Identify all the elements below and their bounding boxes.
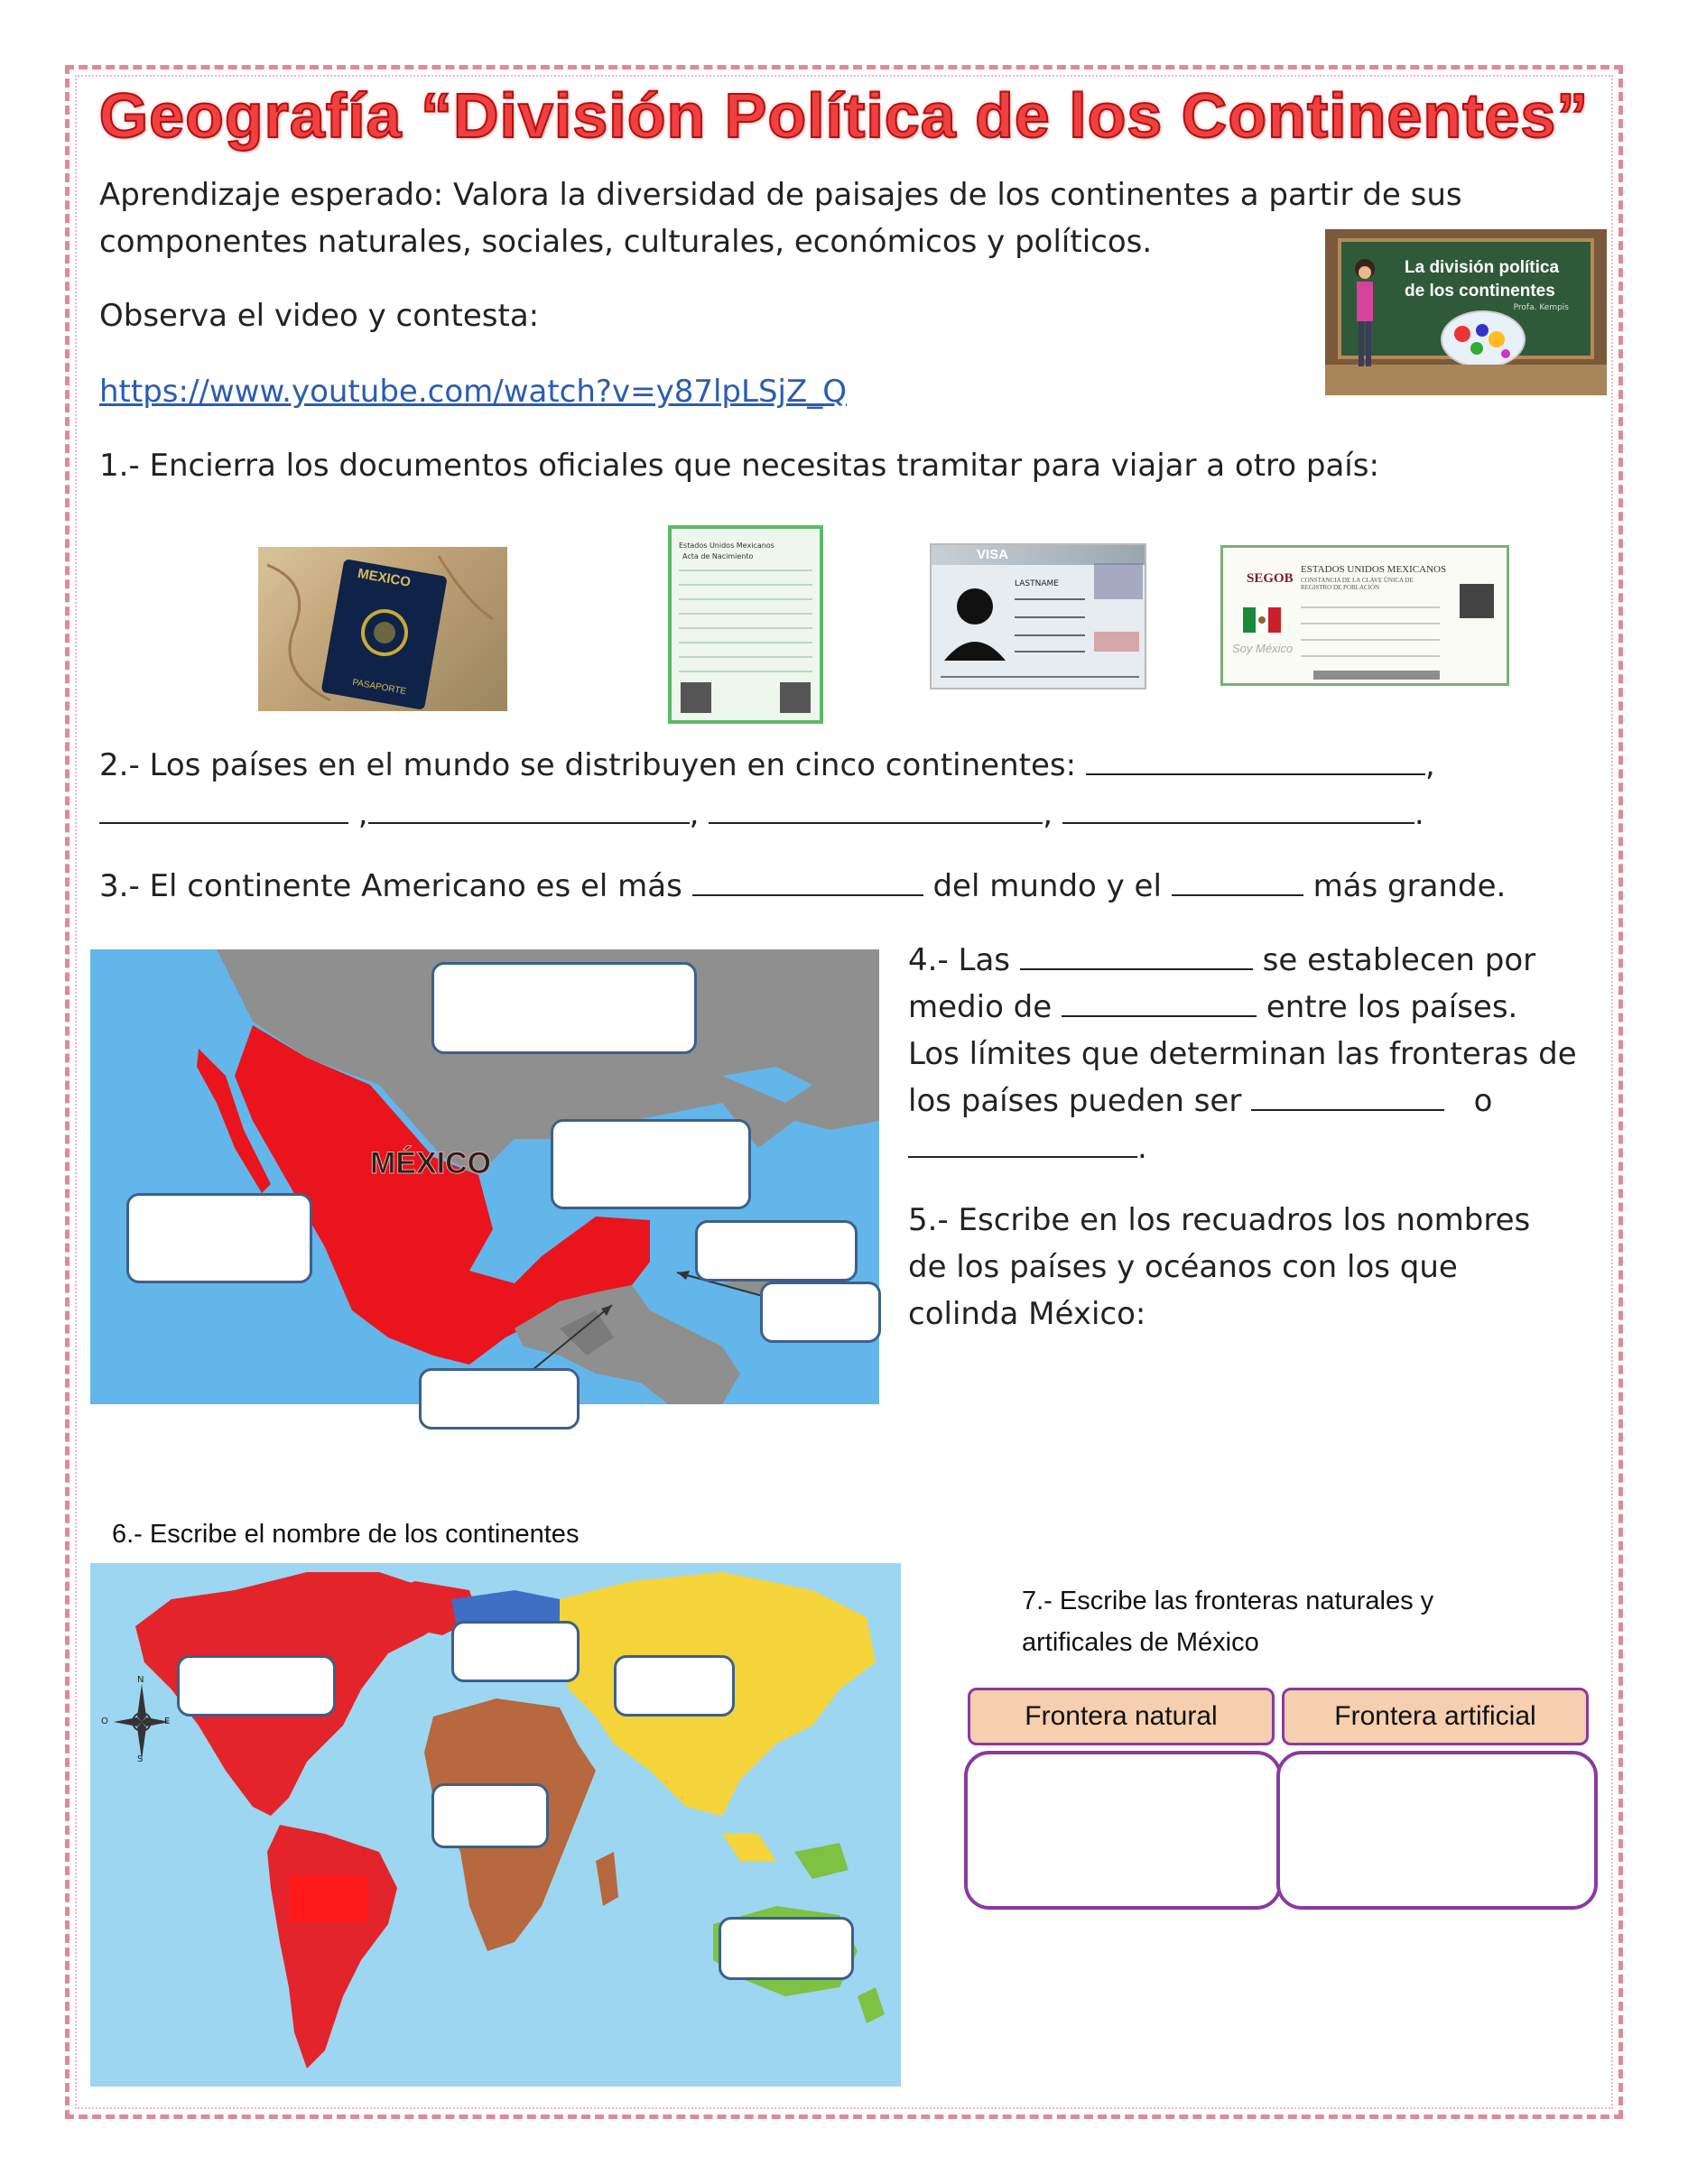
q4-line4 [908,1078,1492,1124]
visa-name: LASTNAME [1015,579,1059,588]
passport-country: MEXICO [356,565,413,591]
video-thumbnail[interactable] [1325,229,1607,395]
q4-blank-2[interactable] [1062,990,1257,1017]
answer-box-north[interactable] [431,962,697,1054]
q2-line1: 2.- Los países en el mundo se distribuyen en cinco continentes: , [99,747,1435,783]
q5-line3: colinda México: [908,1296,1146,1332]
header-frontera-natural: Frontera natural [968,1688,1275,1745]
continent-blank-1[interactable] [1086,748,1425,775]
continent-box-north-america[interactable] [177,1655,336,1717]
q4-blank-1[interactable] [1020,943,1253,970]
acta-heading: Estados Unidos Mexicanos [679,541,774,550]
q3-line [99,863,1506,910]
curp-subheading: CONSTANCIA DE LA CLAVE ÚNICA DE REGISTRO DE POBLACIÓN [1301,577,1414,591]
q4-line5: . [908,1124,1147,1171]
q4-blank-3[interactable] [1251,1084,1444,1111]
q4-text-1: 4.- Las [908,942,1011,978]
page-title: Geografía “División Política de los Continentes” [98,80,1590,151]
visa-label: VISA [977,547,1009,562]
continent-blank-3[interactable] [368,797,690,824]
acta-subheading: Acta de Nacimiento [682,552,754,560]
continent-box-oceania[interactable] [719,1917,854,1980]
q4-text-2: se establecen por [1262,942,1536,978]
continent-box-africa[interactable] [431,1783,549,1848]
thumbnail-title-line1: La división política [1405,258,1560,277]
video-link[interactable]: https://www.youtube.com/watch?v=y87lpLSjZ_Q [99,374,848,410]
q4-line1 [908,937,1535,984]
q3-text-3: más grande. [1312,868,1507,904]
q3-blank-1[interactable] [692,869,923,896]
q4-line3: Los límites que determinan las fronteras de [908,1036,1577,1072]
learning-goal: Aprendizaje esperado: Valora la diversidad de paisajes de los continentes a partir de sus componentes naturales, sociales, culturales, económicos y políticos. [99,177,1462,260]
curp-watermark: Soy México [1232,642,1294,655]
continent-blank-5[interactable] [1062,797,1414,824]
answer-box-caribbean[interactable] [695,1220,858,1282]
q6-text: 6.- Escribe el nombre de los continentes [112,1520,580,1549]
curp-image[interactable] [1220,545,1509,686]
compass-n: N [137,1675,144,1685]
answer-box-belize[interactable] [760,1282,881,1343]
q4-text-6: o [1473,1083,1493,1119]
thumbnail-title-line2: de los continentes [1405,282,1555,301]
world-globe-icon [1441,310,1526,368]
compass-s: S [137,1754,144,1764]
answer-frontera-artificial[interactable] [1276,1751,1598,1910]
q3-text-1: 3.- El continente Americano es el más [99,868,682,904]
q4-text-5: los países pueden ser [908,1083,1242,1119]
q5-line2: de los países y océanos con los que [908,1249,1458,1285]
q2-line2: , , , . [99,791,1424,838]
passport-image[interactable] [258,547,507,711]
q2-text: 2.- Los países en el mundo se distribuyen en cinco continentes: [99,747,1077,783]
birth-certificate-image[interactable] [668,525,823,724]
passport-label: PASAPORTE [351,677,407,698]
q3-blank-2[interactable] [1172,869,1303,896]
curp-org: SEGOB [1247,571,1294,586]
instruction-text: Observa el video y contesta: [99,298,540,334]
q7-line2: artificales de México [1022,1628,1259,1657]
q5-line1: 5.- Escribe en los recuadros los nombres [908,1202,1531,1238]
continent-box-asia[interactable] [614,1655,735,1717]
answer-box-pacific[interactable] [126,1193,312,1283]
q4-line2 [908,984,1517,1031]
q4-text-4: entre los países. [1266,989,1518,1025]
header-frontera-artificial: Frontera artificial [1282,1688,1589,1745]
compass-o: O [101,1717,108,1726]
teacher-cartoon-icon [1352,256,1377,383]
continent-box-europe[interactable] [451,1621,580,1682]
thumbnail-credit: Profa. Kempis [1513,303,1569,312]
q4-text-3: medio de [908,989,1053,1025]
q7-line1: 7.- Escribe las fronteras naturales y [1022,1587,1434,1615]
answer-box-guatemala[interactable] [419,1368,580,1430]
continent-blank-4[interactable] [709,797,1043,824]
mexico-label: MÉXICO [370,1146,492,1180]
q1-text: 1.- Encierra los documentos oficiales que necesitas tramitar para viajar a otro país: [99,448,1379,484]
visa-image[interactable] [930,543,1146,689]
compass-e: E [164,1717,171,1726]
curp-heading: ESTADOS UNIDOS MEXICANOS [1301,564,1447,575]
continent-blank-2[interactable] [99,797,348,824]
answer-box-gulf[interactable] [551,1119,751,1209]
q4-blank-4[interactable] [908,1131,1137,1158]
answer-frontera-natural[interactable] [964,1751,1282,1910]
q3-text-2: del mundo y el [932,868,1162,904]
